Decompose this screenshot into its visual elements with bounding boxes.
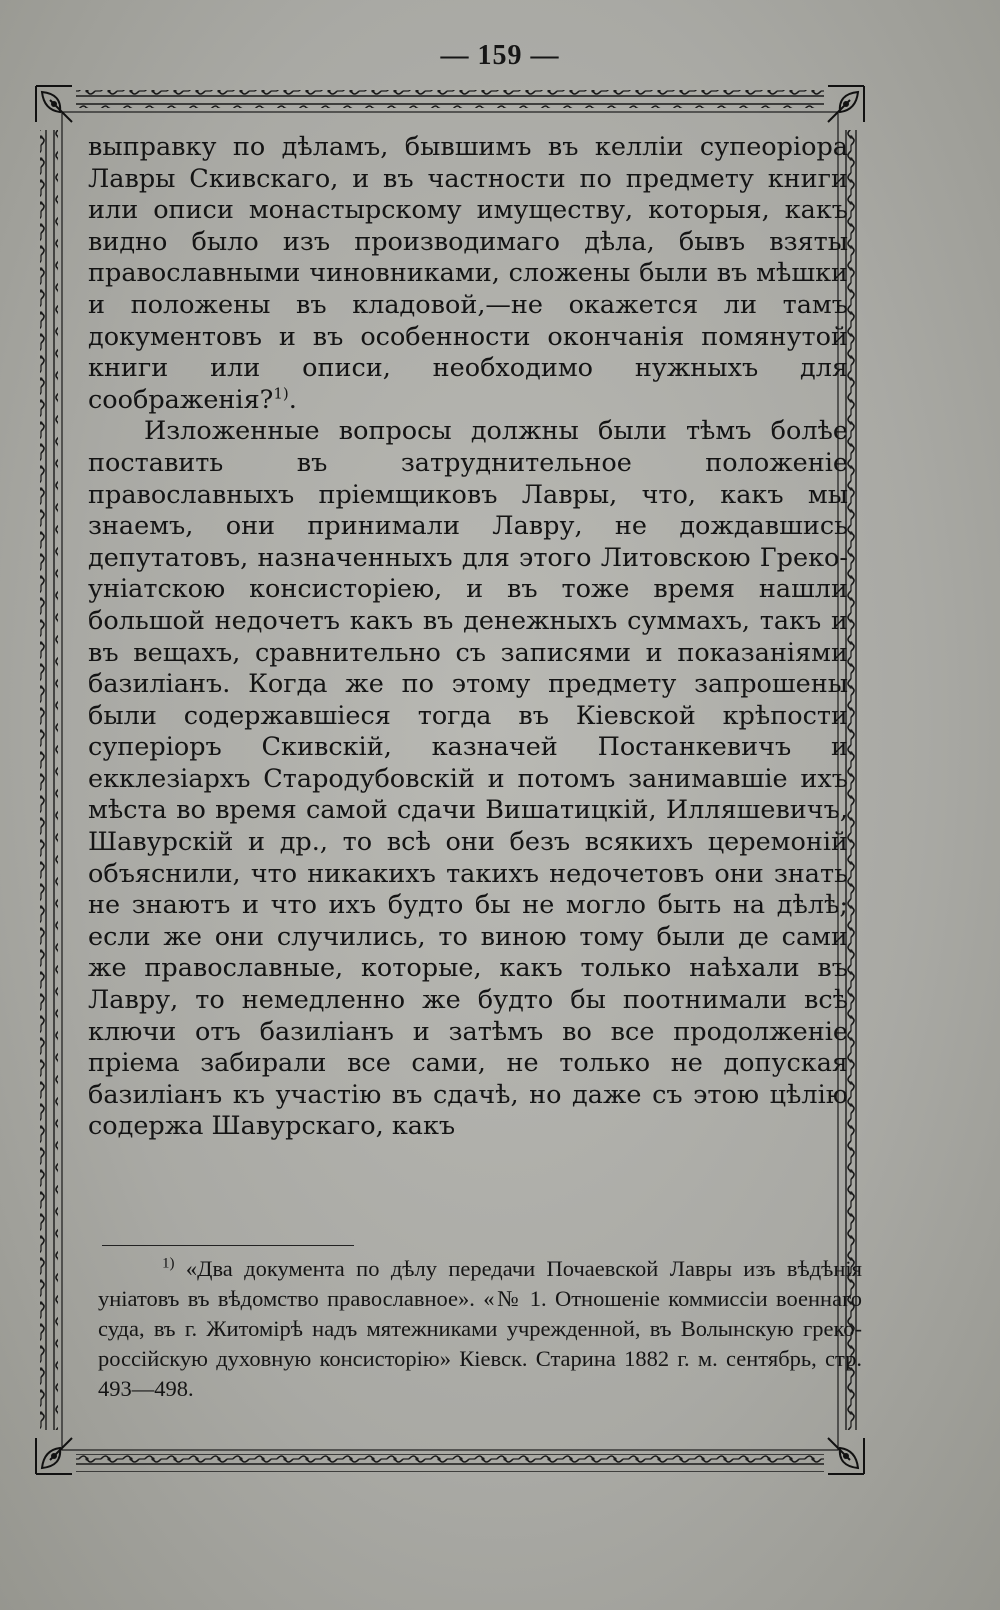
paragraph-continued: выправку по дѣламъ, бывшимъ въ келліи супеоріора Лавры Скивскаго, и въ частности по предмету книги или описи монастырскому имуществу, которыя, какъ видно было изъ производимаго дѣла, бывъ взяты православными чиновниками, сложены были въ мѣшки и положены въ кладовой,—не окажется ли тамъ документовъ и въ особенности окончанія помянутой книги или описи, необходимо нужныхъ для соображенія?$^{1)}$. xyxy=(88,132,848,415)
footnote-text: «Два документа по дѣлу передачи Почаевской Лавры изъ вѣдѣнія уніатовъ въ вѣдомство православное». «№ 1. Отношеніе коммиссіи военнаго суда, въ г. Житомірѣ надъ мятежниками учрежденной, въ Волынскую греко-россійскую духовную консисторію» Кіевск. Старина 1882 г. м. сентябрь, стр. 493—498. xyxy=(98,1256,863,1401)
footnote-marker: 1) xyxy=(162,1255,175,1272)
footnote xyxy=(98,1254,862,1404)
paragraph: Изложенные вопросы должны были тѣмъ болѣе поставить въ затруднительное положеніе православныхъ пріемщиковъ Лавры, что, какъ мы знаемъ, они принимали Лавру, не дождавшись депутатовъ, назначенныхъ для этого Литовскою Греко-уніатскою консисторіею, и въ тоже время нашли большой недочетъ какъ въ денежныхъ суммахъ, такъ и въ вещахъ, сравнительно съ записями и показаніями базиліанъ. Когда же по этому предмету запрошены были содержавшіеся тогда въ Кіевской крѣпости суперіоръ Скивскій, казначей Постанкевичъ и екклезіархъ Стародубовскій и потомъ занимавшіе ихъ мѣста во время самой сдачи Вишатицкій, Илляшевичъ, Шавурскій и др., то всѣ они безъ всякихъ церемоній объяснили, что никакихъ такихъ недочетовъ они знать не знаютъ и что ихъ будто бы не могло быть на дѣлѣ; если же они случились, то виною тому были де сами же православные, которые, какъ только наѣхали въ Лавру, то немедленно же будто бы поотнимали всѣ ключи отъ базиліанъ и затѣмъ во все продолженіе пріема забирали все сами, не только не допуская базиліанъ къ участію въ сдачѣ, но даже съ этою цѣлію содержа Шавурскаго, какъ xyxy=(88,416,848,1142)
paragraph-text: выправку по дѣламъ, бывшимъ въ келліи супеоріора Лавры Скивскаго, и въ частности по предмету книги или описи монастырскому имуществу, которыя, какъ видно было изъ производимаго дѣла, бывъ взяты православными чиновниками, сложены были въ мѣшки и положены въ кладовой,—не окажется ли тамъ документовъ и въ особенности окончанія помянутой книги или описи, необходимо нужныхъ для соображенія? xyxy=(88,132,848,415)
page-number: — 159 — xyxy=(440,40,560,71)
footnote-reference: 1) xyxy=(273,384,289,403)
body-text xyxy=(88,132,848,1143)
footnote-separator xyxy=(102,1245,354,1246)
